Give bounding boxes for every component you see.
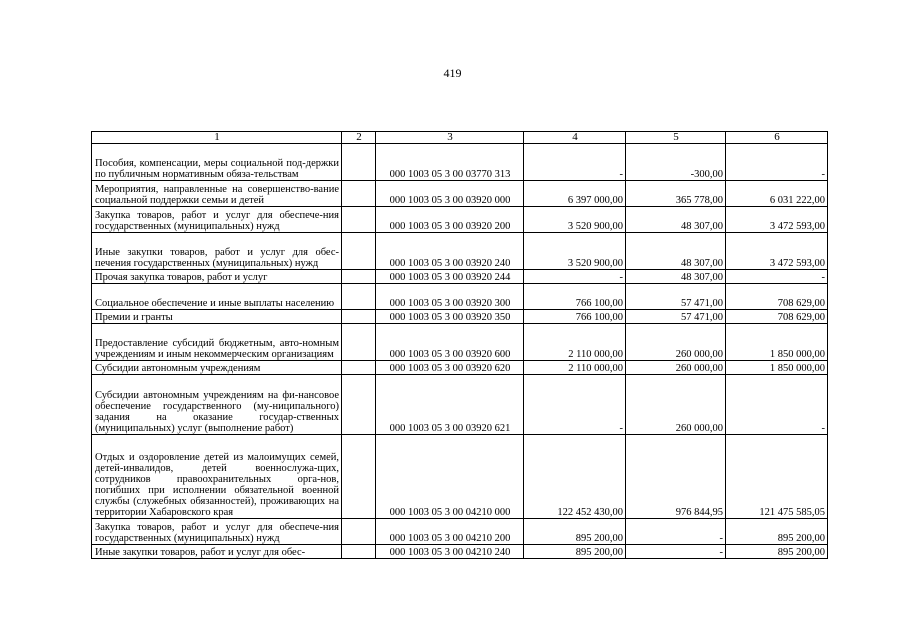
value-col-6: 121 475 585,05: [726, 435, 828, 519]
value-col-5: 57 471,00: [626, 310, 726, 324]
column-header: 5: [626, 132, 726, 144]
table-row: [92, 270, 828, 284]
table-row: [92, 181, 828, 207]
column-2-cell: [342, 310, 376, 324]
budget-code: 000 1003 05 3 00 03920 244: [376, 270, 524, 284]
budget-code: 000 1003 05 3 00 03920 620: [376, 361, 524, 375]
value-col-5: 260 000,00: [626, 324, 726, 361]
item-name: Иные закупки товаров, работ и услуг для обес-: [92, 545, 342, 559]
column-2-cell: [342, 144, 376, 181]
value-col-6: 708 629,00: [726, 310, 828, 324]
value-col-6: -: [726, 144, 828, 181]
value-col-5: 48 307,00: [626, 207, 726, 233]
column-2-cell: [342, 324, 376, 361]
budget-code: 000 1003 05 3 00 03920 300: [376, 284, 524, 310]
column-header: 3: [376, 132, 524, 144]
column-2-cell: [342, 435, 376, 519]
page-number: 419: [443, 66, 462, 80]
value-col-5: 260 000,00: [626, 375, 726, 435]
table-row: [92, 284, 828, 310]
table-row: [92, 310, 828, 324]
value-col-6: 895 200,00: [726, 519, 828, 545]
value-col-5: 57 471,00: [626, 284, 726, 310]
value-col-5: -: [626, 519, 726, 545]
table-row: [92, 519, 828, 545]
budget-code: 000 1003 05 3 00 03770 313: [376, 144, 524, 181]
table-row: [92, 144, 828, 181]
column-2-cell: [342, 233, 376, 270]
value-col-4: 122 452 430,00: [524, 435, 626, 519]
value-col-5: -300,00: [626, 144, 726, 181]
column-header: 6: [726, 132, 828, 144]
value-col-6: 1 850 000,00: [726, 361, 828, 375]
item-name: Мероприятия, направленные на совершенство-вание социальной поддержки семьи и детей: [92, 181, 342, 207]
item-name: Премии и гранты: [92, 310, 342, 324]
budget-code: 000 1003 05 3 00 03920 000: [376, 181, 524, 207]
item-name: Прочая закупка товаров, работ и услуг: [92, 270, 342, 284]
value-col-5: 365 778,00: [626, 181, 726, 207]
column-2-cell: [342, 270, 376, 284]
value-col-5: -: [626, 545, 726, 559]
budget-code: 000 1003 05 3 00 03920 350: [376, 310, 524, 324]
table-row: [92, 435, 828, 519]
column-header: 4: [524, 132, 626, 144]
value-col-5: 48 307,00: [626, 233, 726, 270]
value-col-5: 976 844,95: [626, 435, 726, 519]
item-name: Социальное обеспечение и иные выплаты населению: [92, 284, 342, 310]
value-col-4: -: [524, 375, 626, 435]
value-col-4: -: [524, 144, 626, 181]
value-col-6: -: [726, 375, 828, 435]
value-col-5: 260 000,00: [626, 361, 726, 375]
value-col-6: 895 200,00: [726, 545, 828, 559]
budget-code: 000 1003 05 3 00 04210 200: [376, 519, 524, 545]
item-name: Отдых и оздоровление детей из малоимущих семей, детей-инвалидов, детей военнослужа-щих, сотрудников правоохранительных орга-нов, погибших при исполнении обязательной военной службы (служебных обязанностей), проживающих на территории Хабаровского края: [92, 435, 342, 519]
value-col-4: 3 520 900,00: [524, 233, 626, 270]
value-col-4: -: [524, 270, 626, 284]
value-col-6: 3 472 593,00: [726, 233, 828, 270]
item-name: Субсидии автономным учреждениям на фи-нансовое обеспечение государственного (му-ниципального) задания на оказание государ-ственных (муниципальных) услуг (выполнение работ): [92, 375, 342, 435]
column-2-cell: [342, 284, 376, 310]
value-col-5: 48 307,00: [626, 270, 726, 284]
column-2-cell: [342, 207, 376, 233]
column-header: 2: [342, 132, 376, 144]
budget-code: 000 1003 05 3 00 04210 240: [376, 545, 524, 559]
budget-code: 000 1003 05 3 00 04210 000: [376, 435, 524, 519]
column-2-cell: [342, 519, 376, 545]
budget-code: 000 1003 05 3 00 03920 200: [376, 207, 524, 233]
value-col-4: 895 200,00: [524, 519, 626, 545]
column-2-cell: [342, 375, 376, 435]
column-2-cell: [342, 361, 376, 375]
item-name: Закупка товаров, работ и услуг для обеспече-ния государственных (муниципальных) нужд: [92, 207, 342, 233]
budget-code: 000 1003 05 3 00 03920 621: [376, 375, 524, 435]
column-2-cell: [342, 181, 376, 207]
budget-code: 000 1003 05 3 00 03920 600: [376, 324, 524, 361]
item-name: Пособия, компенсации, меры социальной под-держки по публичным нормативным обяза-тельствам: [92, 144, 342, 181]
table-row: [92, 324, 828, 361]
value-col-6: -: [726, 270, 828, 284]
value-col-4: 3 520 900,00: [524, 207, 626, 233]
value-col-6: 6 031 222,00: [726, 181, 828, 207]
item-name: Иные закупки товаров, работ и услуг для обес-печения государственных (муниципальных) нужд: [92, 233, 342, 270]
item-name: Закупка товаров, работ и услуг для обеспече-ния государственных (муниципальных) нужд: [92, 519, 342, 545]
table-row: [92, 207, 828, 233]
value-col-6: 1 850 000,00: [726, 324, 828, 361]
value-col-4: 766 100,00: [524, 284, 626, 310]
item-name: Субсидии автономным учреждениям: [92, 361, 342, 375]
item-name: Предоставление субсидий бюджетным, авто-номным учреждениям и иным некоммерческим организациям: [92, 324, 342, 361]
column-2-cell: [342, 545, 376, 559]
value-col-4: 2 110 000,00: [524, 361, 626, 375]
table-header-row: [92, 132, 828, 144]
table-row: [92, 545, 828, 559]
column-header: 1: [92, 132, 342, 144]
budget-table: [91, 131, 828, 559]
table-row: [92, 233, 828, 270]
budget-code: 000 1003 05 3 00 03920 240: [376, 233, 524, 270]
value-col-4: 766 100,00: [524, 310, 626, 324]
value-col-6: 708 629,00: [726, 284, 828, 310]
value-col-4: 6 397 000,00: [524, 181, 626, 207]
value-col-4: 895 200,00: [524, 545, 626, 559]
table-row: [92, 361, 828, 375]
value-col-6: 3 472 593,00: [726, 207, 828, 233]
table-row: [92, 375, 828, 435]
value-col-4: 2 110 000,00: [524, 324, 626, 361]
